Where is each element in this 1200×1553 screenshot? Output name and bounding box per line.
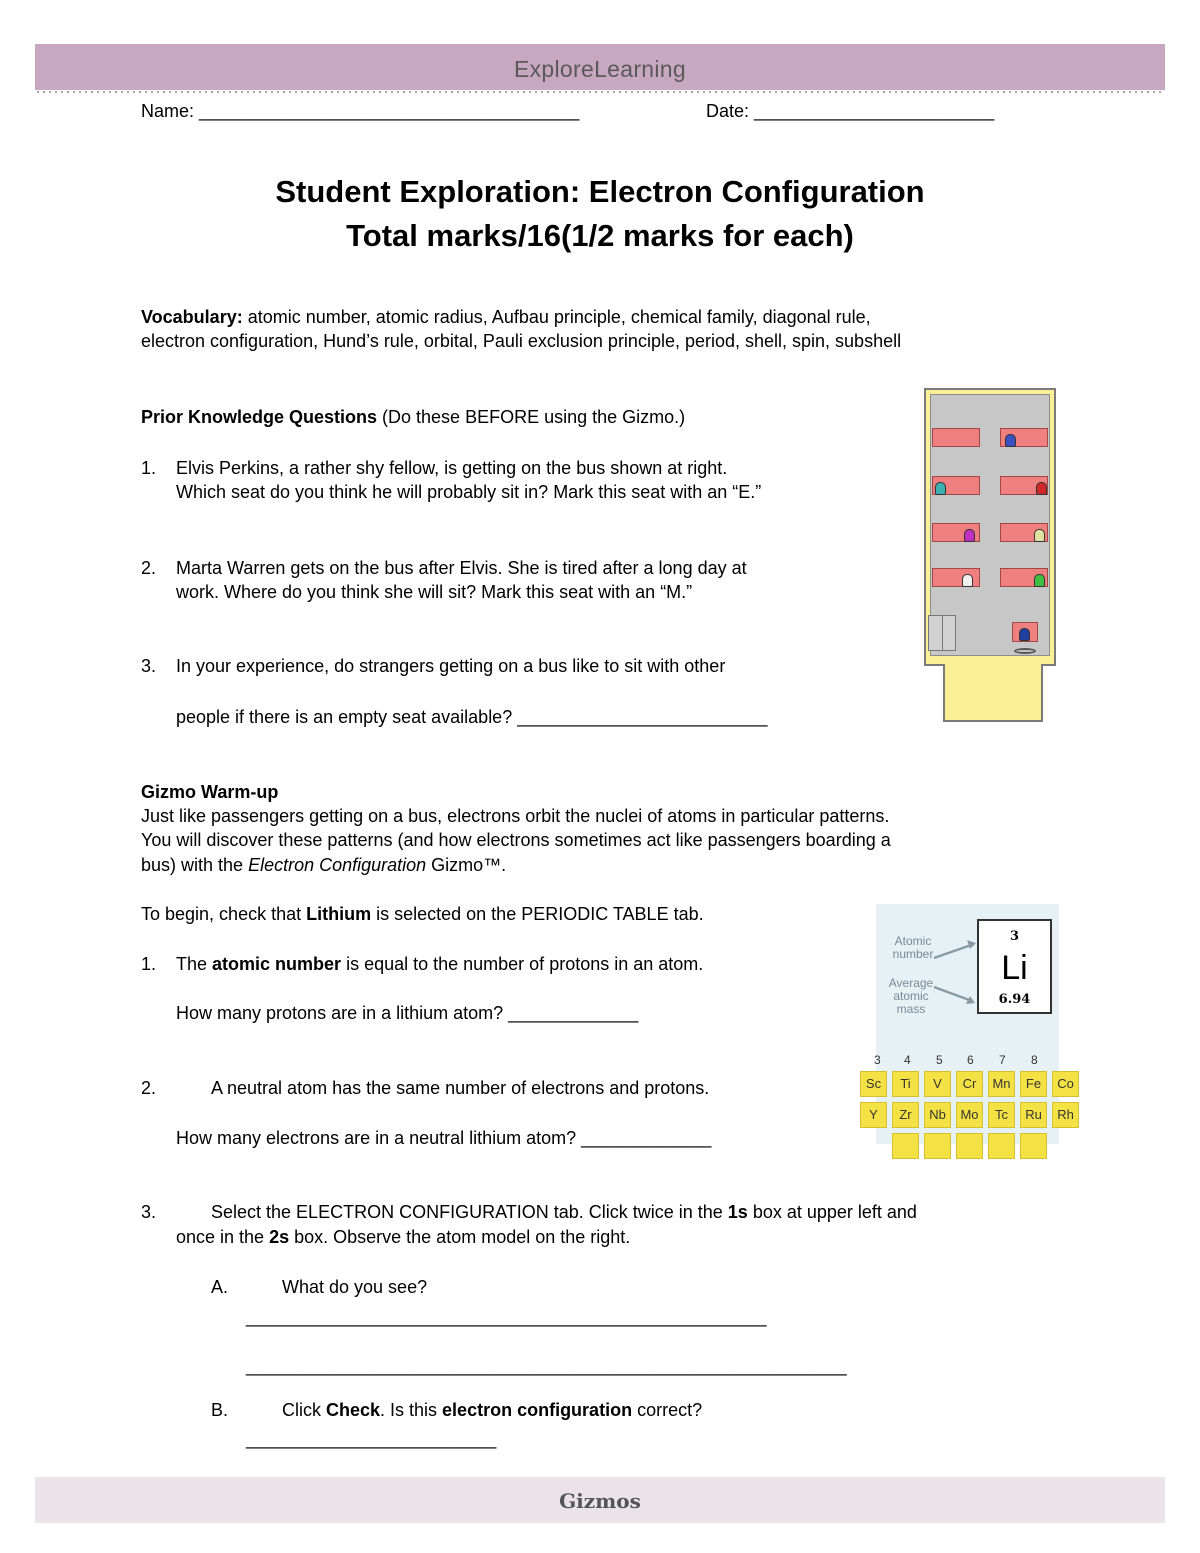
element-cell: Cr <box>956 1071 983 1097</box>
prior-q2-line-1: Marta Warren gets on the bus after Elvis. She is tired after a long day at <box>176 558 747 578</box>
steering-wheel-icon <box>1014 648 1036 654</box>
passenger-icon <box>1034 529 1045 542</box>
prior-q3-line-1: In your experience, do strangers getting on a bus like to sit with other <box>176 656 726 676</box>
vocabulary-line-1: Vocabulary: atomic number, atomic radius, Aufbau principle, chemical family, diagonal rule, <box>141 307 871 327</box>
element-cell: Tc <box>988 1102 1015 1128</box>
element-cell: Ru <box>1020 1102 1047 1128</box>
bus-seat <box>932 428 980 447</box>
element-cell: V <box>924 1071 951 1097</box>
element-cell: Mo <box>956 1102 983 1128</box>
part-a-text: What do you see? <box>282 1277 428 1297</box>
warmup-q1-text: The atomic number is equal to the number of protons in an atom. <box>176 954 704 974</box>
passenger-icon <box>964 529 975 542</box>
element-cell: Fe <box>1020 1071 1047 1097</box>
page-subtitle: Total marks/16(1/2 marks for each) <box>346 218 854 253</box>
passenger-icon <box>1034 574 1045 587</box>
group-number: 7 <box>999 1053 1006 1067</box>
element-cell: Ti <box>892 1071 919 1097</box>
bus-door-split <box>942 615 943 651</box>
element-cell: Zr <box>892 1102 919 1128</box>
card-symbol: Li <box>1001 949 1028 987</box>
group-number: 6 <box>967 1053 974 1067</box>
prior-q3-line-2: people if there is an empty seat available? _________________________ <box>176 707 768 727</box>
vocabulary-line-2: electron configuration, Hund’s rule, orbital, Pauli exclusion principle, period, shell, spin, subshell <box>141 331 902 351</box>
part-b-letter: B. <box>211 1400 229 1420</box>
part-b-answer-line: _________________________ <box>246 1429 497 1449</box>
element-cell <box>988 1133 1015 1159</box>
prior-q1-line-2: Which seat do you think he will probably sit in? Mark this seat with an “E.” <box>176 482 762 502</box>
element-cell: Mn <box>988 1071 1015 1097</box>
warmup-q1-number: 1. <box>141 954 157 974</box>
warmup-q3-number: 3. <box>141 1202 157 1222</box>
warmup-para-line-1: Just like passengers getting on a bus, electrons orbit the nuclei of atoms in particular patterns. <box>141 806 890 826</box>
warmup-q3-line-1: Select the ELECTRON CONFIGURATION tab. Click twice in the 1s box at upper left and <box>211 1202 917 1222</box>
warmup-para-line-2: You will discover these patterns (and how electrons sometimes act like passengers boarding a <box>141 830 891 850</box>
element-cell <box>892 1133 919 1159</box>
prior-q2-number: 2. <box>141 558 157 578</box>
bus-front <box>943 664 1043 722</box>
prior-q3-number: 3. <box>141 656 157 676</box>
element-cell <box>924 1133 951 1159</box>
element-grid <box>865 1071 1074 1144</box>
element-cell: Rh <box>1052 1102 1079 1128</box>
prior-q1-number: 1. <box>141 458 157 478</box>
passenger-icon <box>962 574 973 587</box>
warmup-heading: Gizmo Warm-up <box>141 782 279 802</box>
passenger-icon <box>1036 482 1047 495</box>
element-cell: Y <box>860 1102 887 1128</box>
warmup-q2-text: A neutral atom has the same number of electrons and protons. <box>211 1078 710 1098</box>
element-cell <box>1020 1133 1047 1159</box>
passenger-icon <box>1005 434 1016 447</box>
warmup-para-line-3: bus) with the Electron Configuration Gizmo™. <box>141 855 507 875</box>
warmup-q1-ask: How many protons are in a lithium atom? _____________ <box>176 1003 639 1023</box>
part-a-letter: A. <box>211 1277 229 1297</box>
prior-heading: Prior Knowledge Questions (Do these BEFORE using the Gizmo.) <box>141 407 686 427</box>
part-a-answer-line-1: ____________________________________________________ <box>246 1307 767 1327</box>
part-b-text: Click Check. Is this electron configuration correct? <box>282 1400 703 1420</box>
card-atomic-number: 3 <box>1009 929 1020 944</box>
arrow-icon <box>930 935 980 1010</box>
card-atomic-mass: 6.94 <box>998 992 1031 1007</box>
warmup-q2-number: 2. <box>141 1078 157 1098</box>
driver-icon <box>1019 628 1030 641</box>
passenger-icon <box>935 482 946 495</box>
group-number: 4 <box>904 1053 911 1067</box>
element-cell <box>956 1133 983 1159</box>
gizmos-logo: Gizmos <box>559 1489 641 1513</box>
date-field: Date: ________________________ <box>706 101 995 121</box>
group-number: 3 <box>874 1053 881 1067</box>
group-number: 5 <box>936 1053 943 1067</box>
warmup-q2-ask: How many electrons are in a neutral lithium atom? _____________ <box>176 1128 712 1148</box>
prior-q2-line-2: work. Where do you think she will sit? Mark this seat with an “M.” <box>176 582 693 602</box>
vocabulary-label: Vocabulary: <box>141 307 243 327</box>
page-title: Student Exploration: Electron Configuration <box>275 174 925 209</box>
warmup-begin: To begin, check that Lithium is selected on the PERIODIC TABLE tab. <box>141 904 704 924</box>
element-cell: Sc <box>860 1071 887 1097</box>
prior-q1-line-1: Elvis Perkins, a rather shy fellow, is getting on the bus shown at right. <box>176 458 728 478</box>
element-cell: Co <box>1052 1071 1079 1097</box>
warmup-q3-line-2: once in the 2s box. Observe the atom model on the right. <box>176 1227 631 1247</box>
name-field: Name: ______________________________________ <box>141 101 580 121</box>
part-a-answer-line-2: ____________________________________________________________ <box>246 1356 847 1376</box>
element-cell: Nb <box>924 1102 951 1128</box>
atomic-number-label: Atomic number <box>892 934 934 961</box>
group-number: 8 <box>1031 1053 1038 1067</box>
header-dots <box>35 90 1165 94</box>
atomic-mass-label: Average atomic mass <box>888 976 934 1016</box>
brand-logo: ExploreLearning <box>513 56 686 82</box>
